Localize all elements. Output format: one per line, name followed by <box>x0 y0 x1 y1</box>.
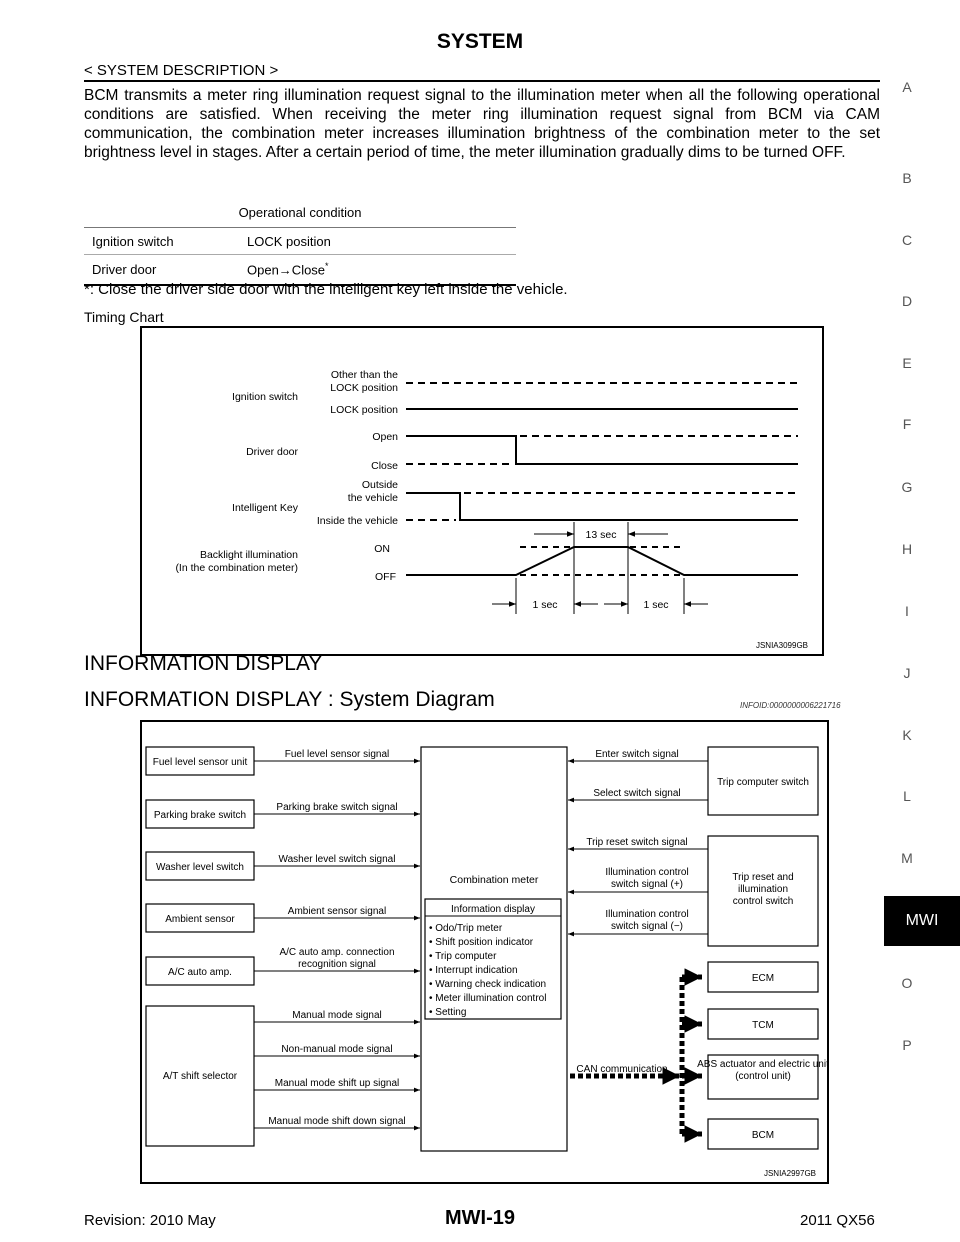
timing-row-label: Driver door <box>246 446 298 458</box>
signal-label: Ambient sensor signal <box>287 906 387 917</box>
label-line: A/C auto amp. connection <box>279 947 395 958</box>
unit-label: Washer level switch <box>156 862 244 873</box>
timing-state-label: Inside the vehicle <box>316 515 398 527</box>
display-item: • Interrupt indication <box>429 965 518 976</box>
side-index-letter: H <box>901 541 913 557</box>
side-index-letter: A <box>902 79 912 95</box>
timing-state-label: ON <box>374 543 390 555</box>
table-cell: LOCK position <box>239 228 516 255</box>
timing-chart-figure <box>140 326 824 656</box>
side-index-letter: B <box>902 170 912 186</box>
section-heading: INFORMATION DISPLAY <box>84 652 323 675</box>
label-line: switch signal (+) <box>611 879 683 890</box>
timing-row-label: Ignition switch <box>232 391 298 403</box>
signal-label: Manual mode shift down signal <box>268 1116 406 1127</box>
side-index-letter: P <box>902 1037 912 1053</box>
unit-label <box>732 872 793 907</box>
side-index-letter: F <box>902 416 912 432</box>
label-line: (In the combination meter) <box>175 562 298 574</box>
side-index-tab-active[interactable]: MWI <box>884 896 960 946</box>
signal-label <box>605 909 688 932</box>
page-title: SYSTEM <box>436 30 524 53</box>
unit-label: TCM <box>752 1020 774 1031</box>
display-item: • Shift position indicator <box>429 937 534 948</box>
footnote-mark: * <box>325 261 329 272</box>
timing-state-label: Close <box>371 460 398 472</box>
signal-label: Enter switch signal <box>595 749 679 760</box>
label-line: Illumination control <box>605 867 689 878</box>
system-diagram-svg <box>142 722 827 1182</box>
timing-state-label: OFF <box>375 571 396 583</box>
side-index-letter: J <box>903 665 911 681</box>
table-cell: Driver door <box>84 255 239 286</box>
unit-label: Parking brake switch <box>153 810 247 821</box>
figure-code: JSNIA2997GB <box>763 1169 816 1178</box>
unit-label: Fuel level sensor unit <box>152 757 248 768</box>
display-item: • Meter illumination control <box>429 993 547 1004</box>
table-cell: Ignition switch <box>84 228 239 255</box>
timing-chart-svg <box>142 328 822 654</box>
label-line: the vehicle <box>347 492 398 504</box>
label-line: LOCK position <box>330 382 398 394</box>
unit-label: BCM <box>751 1130 775 1141</box>
side-index-letter: C <box>901 232 913 248</box>
side-index-letter: I <box>905 603 909 619</box>
side-index-letter: E <box>902 355 912 371</box>
table-row <box>84 228 516 255</box>
table-value: Open→Close <box>247 262 326 278</box>
display-item: • Trip computer <box>429 951 497 962</box>
unit-label: A/C auto amp. <box>168 967 232 978</box>
side-index-letter: D <box>901 293 913 309</box>
label-line: control switch <box>732 896 794 907</box>
label-line: Other than the <box>330 369 398 381</box>
information-display-label: Information display <box>451 904 535 915</box>
figure-code: JSNIA3099GB <box>755 641 808 650</box>
backlight-signal <box>406 547 798 575</box>
side-index-letter: G <box>901 479 913 495</box>
label-line: (control unit) <box>735 1071 791 1082</box>
driver-door-signal <box>406 436 798 464</box>
timing-chart-label: Timing Chart <box>84 309 164 325</box>
footnote: *: Close the driver side door with the intelligent key left inside the vehicle. <box>84 281 568 298</box>
signal-label: Trip reset switch signal <box>586 837 688 848</box>
subsection-heading: INFORMATION DISPLAY : System Diagram <box>84 688 495 711</box>
label-line: illumination <box>737 884 789 895</box>
timing-row-label <box>175 549 298 574</box>
timing-row-label: Intelligent Key <box>232 502 298 514</box>
signal-label: Non-manual mode signal <box>281 1044 393 1055</box>
dimension-label: 1 sec <box>643 599 669 611</box>
footer-page-number: MWI-19 <box>445 1207 515 1229</box>
label-line: switch signal (−) <box>611 921 683 932</box>
intro-paragraph: BCM transmits a meter ring illumination request signal to the illumination meter when all the following operational conditions are satisfied. When receiving the meter ring illumination request signal from BCM via CAM communication, the combination meter increases illumination brightness of the combination meter to the set brightness level in stages. After a certain period of time, the meter illumination gradually dims to be turned OFF. <box>84 87 880 161</box>
header-rule <box>84 80 880 82</box>
dimension-label: 1 sec <box>532 599 558 611</box>
unit-label: Trip computer switch <box>717 777 809 788</box>
timing-state-label <box>348 479 398 504</box>
info-id: INFOID:0000000006221716 <box>740 701 841 710</box>
label-line: Outside <box>361 479 398 491</box>
label-line: Backlight illumination <box>199 549 298 561</box>
signal-label <box>605 867 688 890</box>
timing-state-label: Open <box>372 431 398 443</box>
side-index-letter: K <box>902 727 912 743</box>
label-line: Illumination control <box>605 909 689 920</box>
display-item: • Odo/Trip meter <box>429 923 503 934</box>
signal-label: Parking brake switch signal <box>276 802 398 813</box>
signal-label: Manual mode signal <box>292 1010 382 1021</box>
combination-meter-label: Combination meter <box>449 874 539 886</box>
timing-state-label <box>330 369 398 394</box>
side-index-letter: L <box>903 788 911 804</box>
footer-revision: Revision: 2010 May <box>84 1212 216 1229</box>
section-label: < SYSTEM DESCRIPTION > <box>84 62 279 79</box>
dimension-label: 13 sec <box>585 529 617 541</box>
system-diagram-figure <box>140 720 829 1184</box>
display-item: • Setting <box>429 1007 467 1018</box>
operational-condition-table <box>84 198 516 286</box>
signal-label: Manual mode shift up signal <box>274 1078 400 1089</box>
label-line: ABS actuator and electric unit <box>697 1059 827 1070</box>
label-line: recognition signal <box>298 959 376 970</box>
signal-label: Fuel level sensor signal <box>284 749 390 760</box>
side-index-letter: O <box>901 975 913 991</box>
footer-model: 2011 QX56 <box>800 1212 875 1229</box>
display-item: • Warning check indication <box>429 979 547 990</box>
unit-label: Ambient sensor <box>165 914 235 925</box>
timing-state-label: LOCK position <box>330 404 398 416</box>
can-label: CAN communication <box>576 1064 668 1075</box>
unit-label: A/T shift selector <box>162 1071 238 1082</box>
table-header: Operational condition <box>84 198 516 228</box>
signal-label: Select switch signal <box>593 788 681 799</box>
unit-label: ECM <box>751 973 775 984</box>
side-index-letter: M <box>901 850 913 866</box>
intelligent-key-signal <box>406 493 798 520</box>
label-line: Trip reset and <box>732 872 794 883</box>
signal-label: Washer level switch signal <box>278 854 396 865</box>
signal-label <box>279 947 394 970</box>
